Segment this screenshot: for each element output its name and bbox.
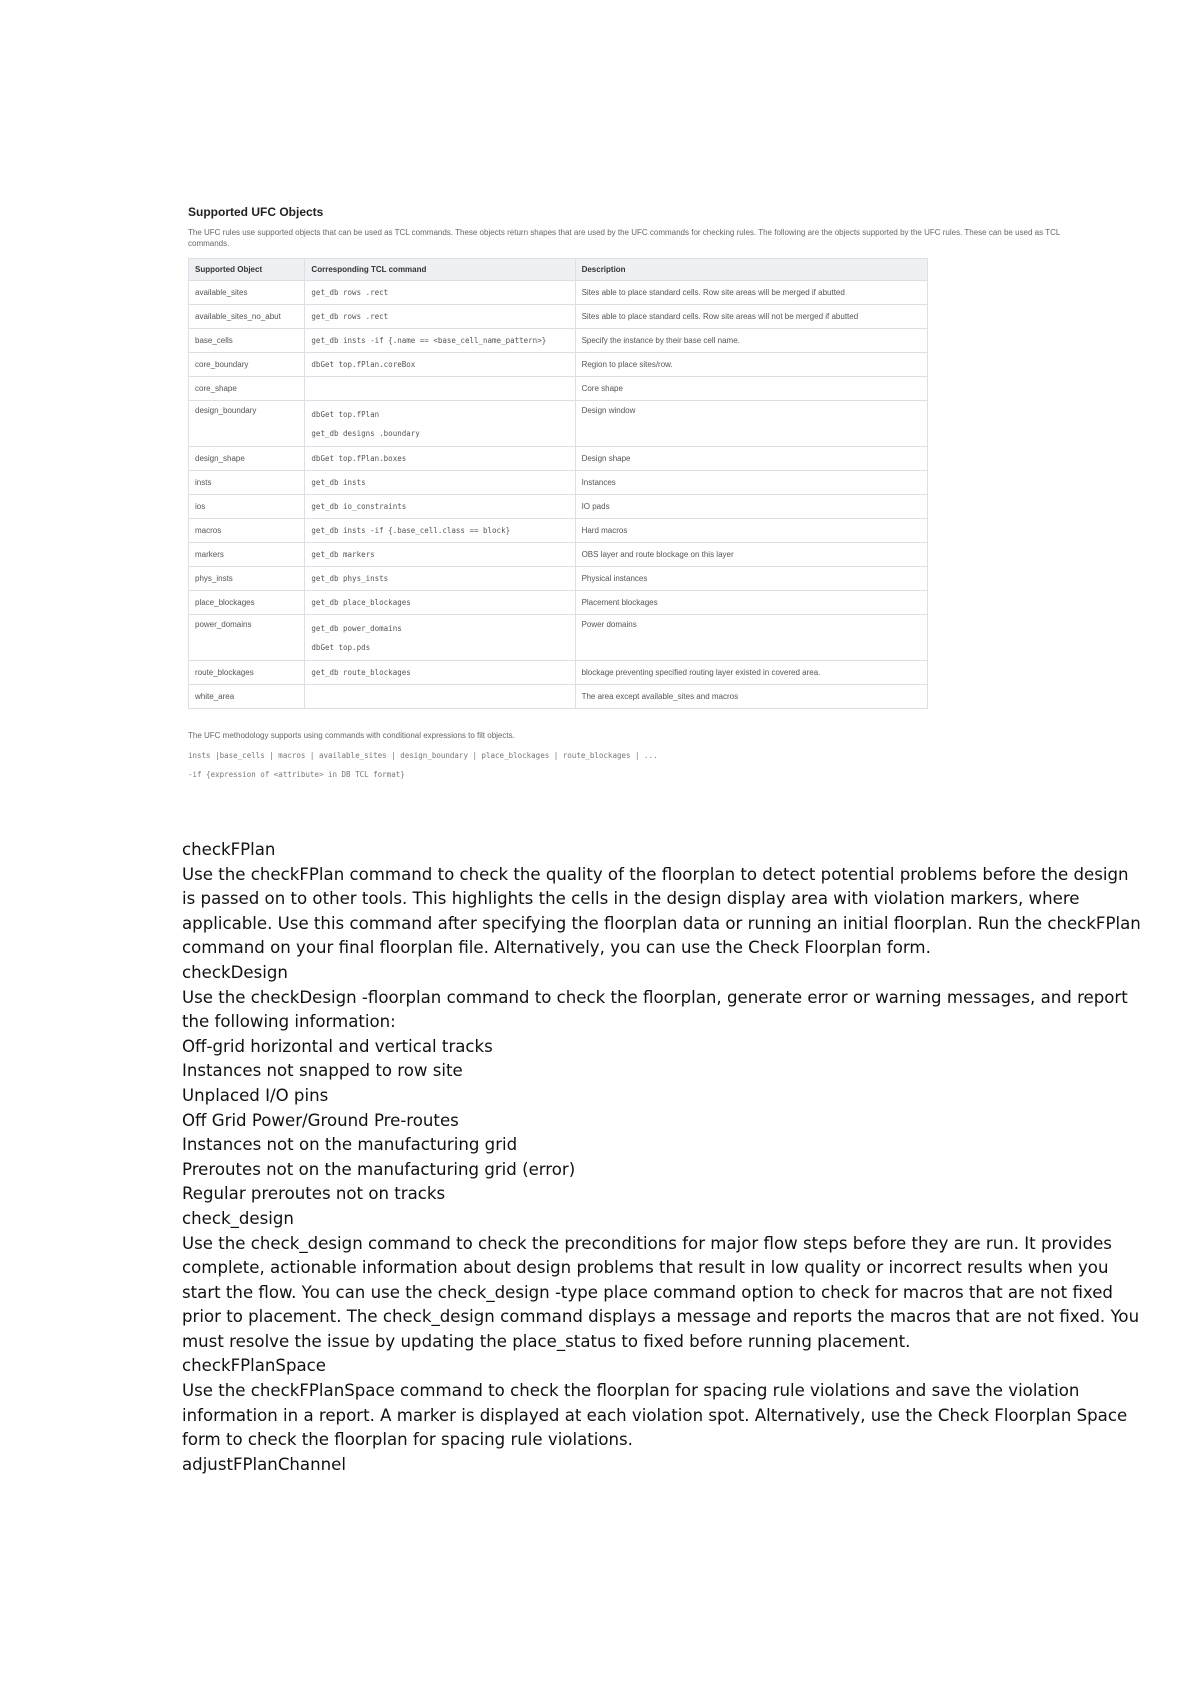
table-row bbox=[189, 401, 928, 447]
command-text: get_db insts -if {.base_cell.class == block} bbox=[311, 526, 511, 535]
column-header-description: Description bbox=[575, 259, 927, 281]
command-text: get_db io_constraints bbox=[311, 502, 407, 511]
cell-command bbox=[305, 305, 575, 329]
cell-object: available_sites_no_abut bbox=[189, 305, 305, 329]
cell-description: Design window bbox=[575, 401, 927, 447]
table-row bbox=[189, 685, 928, 709]
cell-command bbox=[305, 377, 575, 401]
doc-paragraph: checkFPlanSpace bbox=[182, 1356, 326, 1376]
cell-description: blockage preventing specified routing layer existed in covered area. bbox=[575, 661, 927, 685]
screenshot-intro-continued: commands. bbox=[188, 239, 230, 248]
cell-command bbox=[305, 329, 575, 353]
screenshot-intro: The UFC rules use supported objects that can be used as TCL commands. These objects return shapes that are used by the UFC commands for checking rules. The following are the objects supported by the UFC rules. These can be used as TCL bbox=[188, 228, 1061, 237]
cell-description: Instances bbox=[575, 471, 927, 495]
command-text: dbGet top.pds bbox=[311, 642, 371, 652]
table-row bbox=[189, 377, 928, 401]
table-header-row bbox=[189, 259, 928, 281]
cell-description: IO pads bbox=[575, 495, 927, 519]
doc-paragraph: Off-grid horizontal and vertical tracks bbox=[182, 1036, 493, 1056]
document-body bbox=[182, 838, 1142, 1477]
cell-object: route_blockages bbox=[189, 661, 305, 685]
cell-object: macros bbox=[189, 519, 305, 543]
cell-object: white_area bbox=[189, 685, 305, 709]
table-row bbox=[189, 519, 928, 543]
cell-object: design_boundary bbox=[189, 401, 305, 447]
cell-object: phys_insts bbox=[189, 567, 305, 591]
embedded-screenshot bbox=[184, 205, 1200, 790]
doc-paragraph: Preroutes not on the manufacturing grid (error) bbox=[182, 1159, 576, 1179]
cell-object: markers bbox=[189, 543, 305, 567]
cell-description: Design shape bbox=[575, 447, 927, 471]
table-row bbox=[189, 567, 928, 591]
command-text: dbGet top.fPlan.boxes bbox=[311, 454, 407, 463]
ufc-objects-table bbox=[188, 258, 928, 709]
cell-command bbox=[305, 685, 575, 709]
cell-object: core_boundary bbox=[189, 353, 305, 377]
cell-description: Placement blockages bbox=[575, 591, 927, 615]
cell-command bbox=[305, 471, 575, 495]
cell-description: Specify the instance by their base cell name. bbox=[575, 329, 927, 353]
cell-description: Region to place sites/row. bbox=[575, 353, 927, 377]
cell-object: design_shape bbox=[189, 447, 305, 471]
doc-paragraph: check_design bbox=[182, 1208, 294, 1228]
cell-command bbox=[305, 495, 575, 519]
column-header-command: Corresponding TCL command bbox=[305, 259, 575, 281]
cell-command bbox=[305, 567, 575, 591]
doc-paragraph: adjustFPlanChannel bbox=[182, 1454, 346, 1474]
cell-command bbox=[305, 353, 575, 377]
doc-paragraph: Instances not snapped to row site bbox=[182, 1061, 463, 1081]
cell-command bbox=[305, 661, 575, 685]
table-row bbox=[189, 353, 928, 377]
table-row bbox=[189, 615, 928, 661]
table-row bbox=[189, 281, 928, 305]
command-text: get_db route_blockages bbox=[311, 668, 411, 677]
code-line-2: -if {expression of <attribute> in DB TCL format} bbox=[188, 770, 405, 779]
command-text: dbGet top.fPlan bbox=[311, 409, 380, 419]
command-text: get_db markers bbox=[311, 550, 375, 559]
cell-description: Hard macros bbox=[575, 519, 927, 543]
command-text: get_db power_domains bbox=[311, 623, 402, 633]
cell-command bbox=[305, 519, 575, 543]
command-text: dbGet top.fPlan.coreBox bbox=[311, 360, 416, 369]
doc-paragraph: Use the check_design command to check the preconditions for major flow steps before they are run. It provides complete, actionable information about design problems that result in low quality or incorrect results when you start the flow. You can use the check_design -type place command option to check for macros that are not fixed prior to placement. The check_design command displays a message and reports the macros that are not fixed. You must resolve the issue by updating the place_status to fixed before running placement. bbox=[182, 1233, 1140, 1351]
doc-paragraph: Unplaced I/O pins bbox=[182, 1085, 329, 1105]
command-text: get_db rows .rect bbox=[311, 312, 389, 321]
cell-object: ios bbox=[189, 495, 305, 519]
conditional-note: The UFC methodology supports using commands with conditional expressions to filt objects. bbox=[188, 731, 515, 740]
cell-object: available_sites bbox=[189, 281, 305, 305]
command-text: get_db phys_insts bbox=[311, 574, 389, 583]
command-text: get_db rows .rect bbox=[311, 288, 389, 297]
code-line-1: insts |base_cells | macros | available_sites | design_boundary | place_blockages | route_blockages | ... bbox=[188, 751, 658, 760]
cell-description: Core shape bbox=[575, 377, 927, 401]
doc-paragraph: Use the checkFPlan command to check the quality of the floorplan to detect potential problems before the design is passed on to other tools. This highlights the cells in the design display area with violation markers, where applicable. Use this command after specifying the floorplan data or running an initial floorplan. Run the checkFPlan command on your final floorplan file. Alternatively, you can use the Check Floorplan form. bbox=[182, 864, 1141, 958]
command-text: get_db insts -if {.name == <base_cell_name_pattern>} bbox=[311, 336, 547, 345]
cell-description: Physical instances bbox=[575, 567, 927, 591]
cell-object: power_domains bbox=[189, 615, 305, 661]
table-row bbox=[189, 495, 928, 519]
cell-object: core_shape bbox=[189, 377, 305, 401]
cell-description: Power domains bbox=[575, 615, 927, 661]
doc-paragraph: checkFPlan bbox=[182, 840, 276, 859]
table-row bbox=[189, 471, 928, 495]
doc-paragraph: Use the checkFPlanSpace command to check the floorplan for spacing rule violations and save the violation information in a report. A marker is displayed at each violation spot. Alternatively, use the Check Floorplan Space form to check the floorplan for spacing rule violations. bbox=[182, 1381, 1128, 1450]
cell-command bbox=[305, 543, 575, 567]
table-row bbox=[189, 543, 928, 567]
cell-command bbox=[305, 447, 575, 471]
command-text: get_db insts bbox=[311, 478, 366, 487]
table-row bbox=[189, 305, 928, 329]
cell-command bbox=[305, 591, 575, 615]
cell-object: insts bbox=[189, 471, 305, 495]
cell-object: place_blockages bbox=[189, 591, 305, 615]
command-text: get_db place_blockages bbox=[311, 598, 411, 607]
cell-description: Sites able to place standard cells. Row site areas will not be merged if abutted bbox=[575, 305, 927, 329]
table-row bbox=[189, 591, 928, 615]
cell-command bbox=[305, 401, 575, 447]
table-row bbox=[189, 447, 928, 471]
cell-command bbox=[305, 615, 575, 661]
table-body bbox=[189, 281, 928, 709]
cell-command bbox=[305, 281, 575, 305]
doc-paragraph: Use the checkDesign -floorplan command to check the floorplan, generate error or warning messages, and report the following information: bbox=[182, 987, 1128, 1032]
table-row bbox=[189, 661, 928, 685]
doc-paragraph: Off Grid Power/Ground Pre-routes bbox=[182, 1110, 459, 1130]
doc-paragraph: Regular preroutes not on tracks bbox=[182, 1184, 446, 1204]
doc-paragraph: checkDesign bbox=[182, 962, 288, 982]
cell-object: base_cells bbox=[189, 329, 305, 353]
table-row bbox=[189, 329, 928, 353]
column-header-object: Supported Object bbox=[189, 259, 305, 281]
doc-paragraph: Instances not on the manufacturing grid bbox=[182, 1135, 518, 1155]
command-text: get_db designs .boundary bbox=[311, 428, 420, 438]
cell-description: Sites able to place standard cells. Row site areas will be merged if abutted bbox=[575, 281, 927, 305]
cell-description: OBS layer and route blockage on this layer bbox=[575, 543, 927, 567]
cell-description: The area except available_sites and macros bbox=[575, 685, 927, 709]
screenshot-title: Supported UFC Objects bbox=[188, 205, 324, 219]
